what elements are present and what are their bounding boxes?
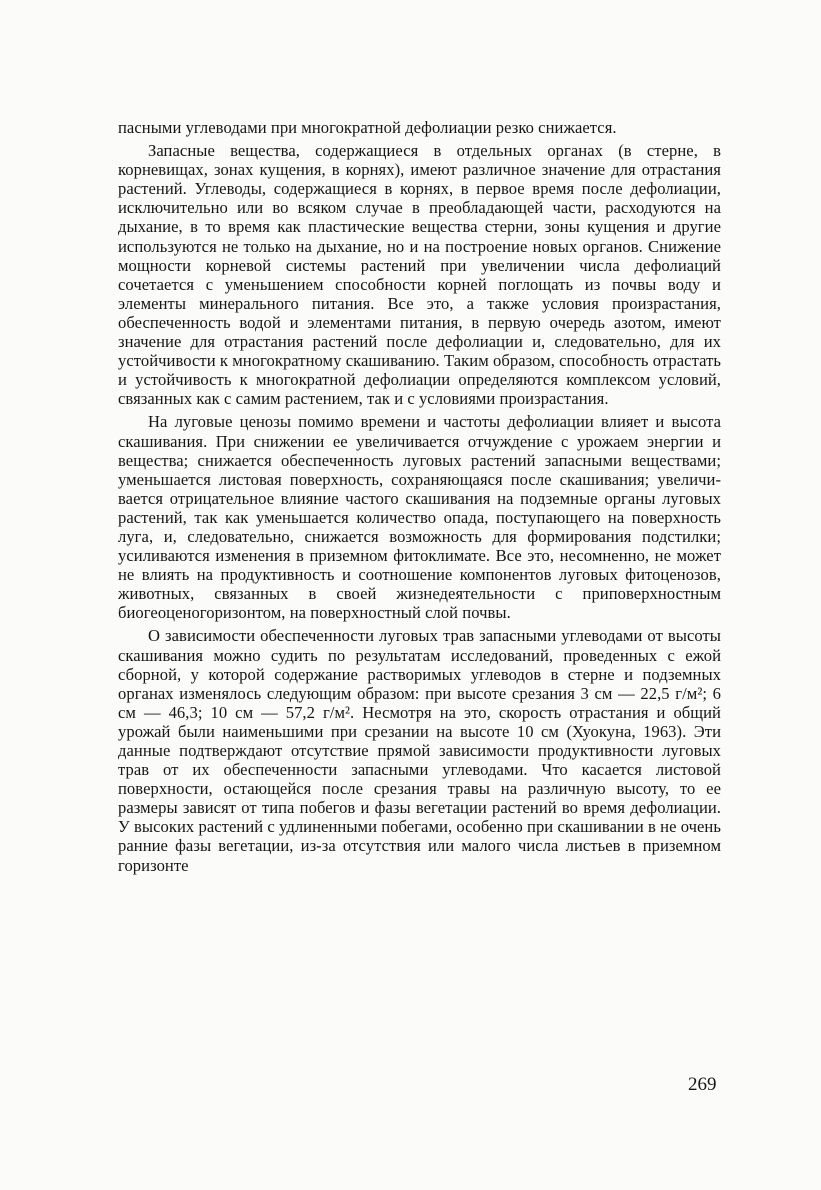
paragraph-reserve-substances: Запасные вещества, содержащиеся в отдельных органах (в стерне, в корневищах, зонах кущения, в корнях), имеют различное значение для отрастания растений. Углеводы, содержащиеся в корнях, в первое время после дефолиации, исключительно или во всяком случае в преобладающей части, расходуются на дыхание, в то время как пластические вещества стерни, зоны кущения и другие используются не только на дыхание, но и на построение новых органов. Снижение мощности корневой системы растений при увеличении числа дефолиаций сочетается с уменьшением способности корней поглощать из почвы воду и элементы минерального питания. Все это, а также условия произрастания, обеспеченность водой и элементами питания, в первую очередь азотом, имеют значение для отрастания растений после дефолиации и, следовательно, для их устойчивости к многократному скашиванию. Таким образом, способность отрастать и устойчивость к многократной дефолиации определяются комплексом условий, связанных как с самим растением, так и с условиями произрастания. (118, 141, 721, 409)
body-text (118, 118, 721, 879)
paragraph-cutting-height: На луговые ценозы помимо времени и частоты дефолиации влияет и высота скашивания. При снижении ее увеличивается отчуждение с урожаем энергии и вещества; снижается обеспеченность луговых растений запасными веществами; уменьшается листовая поверхность, сохраняющаяся после скашивания; увеличивается отрицательное влияние частого скашивания на подземные органы луговых растений, так как уменьшается количество опада, поступающего на поверхность луга, и, следовательно, снижается возможность для формирования подстилки; усиливаются изменения в приземном фитоклимате. Все это, несомненно, не может не влиять на продуктивность и соотношение компонентов луговых фитоценозов, животных, связанных в своей жизнедеятельности с приповерхностным биогеоценогоризонтом, на поверхностный слой почвы. (118, 412, 721, 623)
paragraph-carbohydrates-dependence: О зависимости обеспеченности луговых трав запасными углеводами от высоты скашивания можно судить по результатам исследований, проведенных с ежой сборной, у которой содержание растворимых углеводов в стерне и подземных органах изменялось следующим образом: при высоте срезания 3 см — 22,5 г/м²; 6 см — 46,3; 10 см — 57,2 г/м². Несмотря на это, скорость отрастания и общий урожай были наименьшими при срезании на высоте 10 см (Хуокуна, 1963). Эти данные подтверждают отсутствие прямой зависимости продуктивности луговых трав от их обеспеченности запасными углеводами. Что касается листовой поверхности, остающейся после срезания травы на различную высоту, то ее размеры зависят от типа побегов и фазы вегетации растений во время дефолиации. У высоких растений с удлиненными побегами, особенно при скашивании в не очень ранние фазы вегетации, из-за отсутствия или малого числа листьев в приземном горизонте (118, 626, 721, 875)
paragraph-continuation: пасными углеводами при многократной дефолиации резко снижается. (118, 118, 617, 137)
page-number: 269 (688, 1074, 717, 1095)
